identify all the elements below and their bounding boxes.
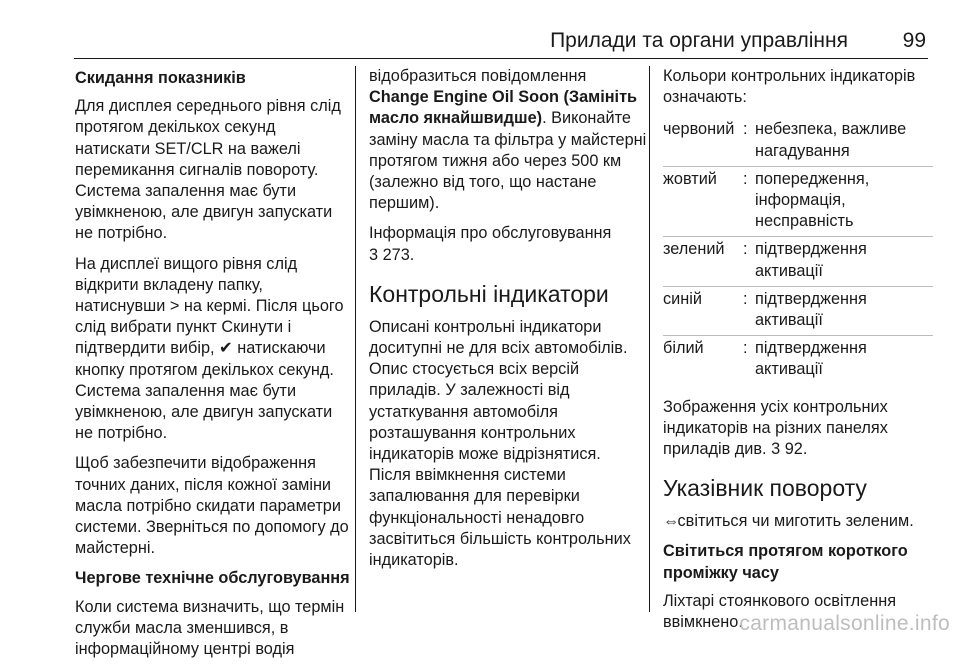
paragraph-high-display: На дисплеї вищого рівня слід відкрити вкладену папку, натиснувши > на кермі. Після цього слід вибрати пункт Скинути і підтвердити вибір, ✔ натискаючи кнопку протягом декількох секунд. Система запалення має бути увімкненою, але двигун запускати не потрібно. [75,254,344,443]
color-separator: : [743,286,755,335]
heading-service: Чергове технічне обслуговування [75,569,350,588]
table-row [663,117,933,166]
column-divider-2 [649,66,650,612]
paragraph-message [369,66,647,214]
watermark: carmanualsonline.info [739,612,950,635]
heading-short-time: Світиться протягом короткого проміжку часу [663,542,908,582]
column-1 [75,66,350,669]
color-name: червоний [663,120,735,139]
color-meaning: небезпека, важливе нагадування [755,120,907,160]
color-meaning: попередження, інформація, несправність [755,166,933,237]
color-meaning: підтвердження активації [755,336,933,385]
color-name: синій [663,286,743,335]
message-bold: Change Engine Oil Soon (Замініть масло якнайшвидше) [369,88,638,128]
color-meaning: підтвердження активації [755,286,933,335]
heading-turn-signal: Указівник повороту [663,475,867,502]
color-separator: : [743,336,755,385]
turn-signal-icon: ⇔ [663,512,680,531]
colors-table [663,117,933,384]
paragraph-images [663,397,933,461]
heading-reset: Скидання показників [75,69,246,87]
table-row [663,286,933,335]
turn-signal-text: світиться чи миготить зеленим. [677,512,914,531]
service-info-text: Інформація про обслуговування [369,224,612,243]
column-divider-1 [355,66,356,612]
table-row [663,237,933,286]
color-separator: : [743,237,755,286]
color-meaning: підтвердження активації [755,237,933,286]
paragraph-service-info [369,223,647,265]
paragraph-oil-reset: Щоб забезпечити відображення точних даних, після кожної заміни масла потрібно скидати параметри системи. Зверніться по допомогу до майстерні. [75,454,349,558]
paragraph-indicators: Описані контрольні індикатори доситупні не для всіх автомобілів. Опис стосується всіх версій приладів. У залежності від устаткування автомобіля розташування контрольних індикаторів може відрізнятися. Після ввімкнення системи запалювання для перевірки функціональності ненадовго засвітиться більшість контрольних індикаторів. [369,317,631,570]
color-name: жовтий [663,166,743,237]
paragraph-colors-intro: Кольори контрольних індикаторів означають: [663,67,916,107]
page-header [0,0,960,60]
page-title: Прилади та органи управління [550,29,848,52]
images-ref[interactable]: 3 92. [771,440,808,459]
color-separator: : [743,166,755,237]
color-name: зелений [663,237,743,286]
color-separator: : [743,120,748,139]
header-rule [74,58,928,59]
page-number: 99 [902,29,926,52]
column-3 [663,66,933,642]
color-name: білий [663,336,743,385]
service-info-ref[interactable]: 3 273. [369,245,415,264]
column-2 [369,66,647,580]
paragraph-oil-life: Коли система визначить, що термін служби масла зменшився, в інформаційному центрі водія [75,597,345,659]
heading-indicators: Контрольні індикатори [369,280,609,307]
images-text: Зображення усіх контрольних індикаторів на різних панелях приладів див. [663,397,888,459]
paragraph-parking-lights: Ліхтарі стоянкового освітлення ввімкнено. [663,591,897,632]
paragraph-turn-signal [663,511,933,532]
message-rest: . Виконайте заміну масла та фільтра у майстерні протягом тижня або через 500 км (залежно від того, що настане першим). [369,109,647,213]
paragraph-mid-display: Для дисплея середнього рівня слід протягом декількох секунд натискати SET/CLR на важелі перемикання сигналів повороту. Система запалення має бути увімкненою, але двигун запускати не потрібно. [75,97,341,243]
table-row [663,336,933,385]
table-row [663,166,933,237]
message-intro: відобразиться повідомлення [369,67,587,85]
